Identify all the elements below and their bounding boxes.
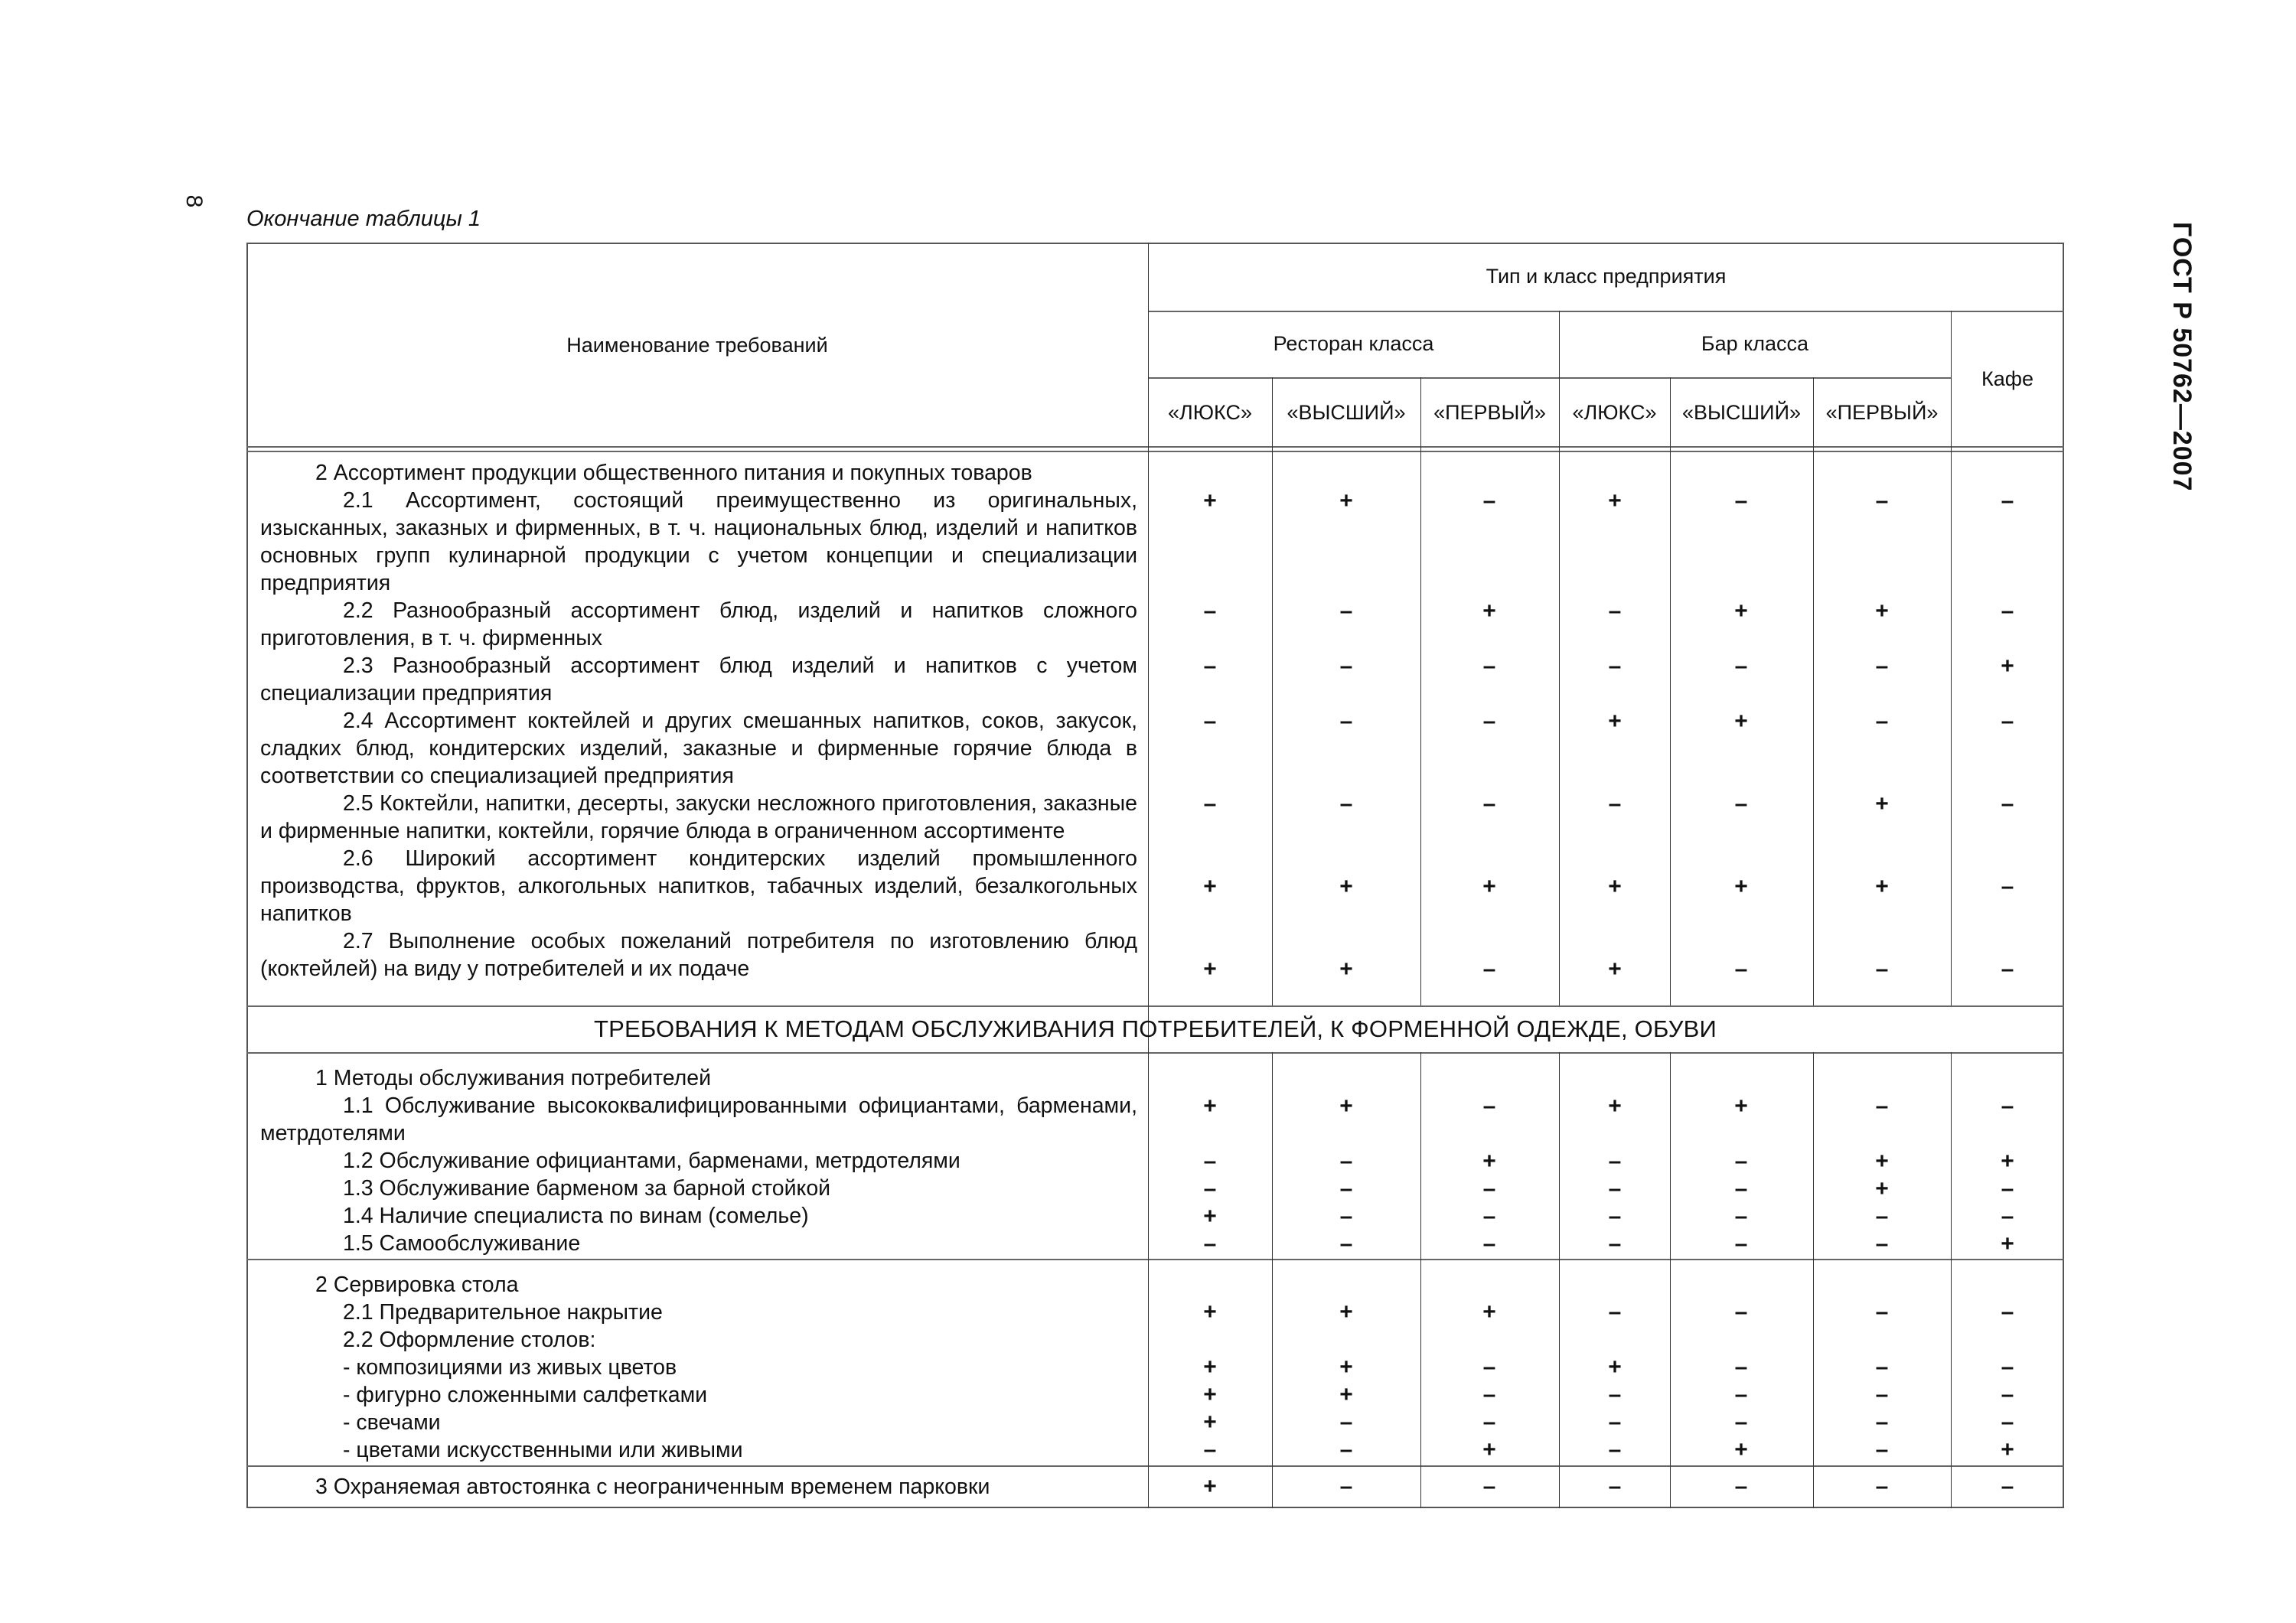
service-mark-5-col-1: – [1203,1231,1217,1256]
assortment-mark-2-col-6: + [1875,598,1889,624]
assortment-row-2-6: 2.6 Широкий ассортимент кондитерских изделий промышленного производства, фруктов, алкогольных напитков, табачных изделий, безалкогольных напитков [260,846,1137,926]
service-methods-section [260,1064,1137,1257]
service-row-1-5: 1.5 Самообслуживание [343,1231,581,1256]
setting-mark-3-col-6: – [1875,1354,1889,1380]
assortment-title: 2 Ассортимент продукции общественного питания и покупных товаров [315,461,1032,485]
assortment-mark-3-col-7: + [2001,653,2014,679]
setting-mark-1-col-5: – [1734,1299,1748,1325]
assortment-mark-5-col-6: + [1875,791,1889,816]
service-mark-2-col-2: – [1339,1149,1353,1174]
setting-mark-4-col-2: + [1339,1382,1353,1407]
setting-mark-3-col-5: – [1734,1354,1748,1380]
table-column-rule [1813,1052,1814,1508]
header-type-class: Тип и класс предприятия [1486,265,1727,288]
setting-mark-1-col-7: – [2001,1299,2014,1325]
table-column-rule [1420,377,1421,1005]
service-mark-2-col-1: – [1203,1149,1217,1174]
service-mark-1-col-3: – [1482,1093,1496,1119]
assortment-mark-7-col-3: – [1482,957,1496,982]
service-mark-2-col-5: – [1734,1149,1748,1174]
assortment-mark-4-col-2: – [1339,709,1353,734]
assortment-mark-4-col-4: + [1608,709,1622,734]
assortment-mark-6-col-2: + [1339,874,1353,899]
setting-row-2-1: 2.1 Предварительное накрытие [343,1300,663,1325]
header-class-restaurant-lux: «ЛЮКС» [1168,400,1252,424]
setting-mark-3-col-3: – [1482,1354,1496,1380]
setting-mark-4-col-7: – [2001,1382,2014,1407]
table-rule [246,451,2064,452]
assortment-mark-2-col-7: – [2001,598,2014,624]
assortment-mark-4-col-3: – [1482,709,1496,734]
table-column-rule [1813,377,1814,1005]
assortment-mark-6-col-1: + [1203,874,1217,899]
service-mark-3-col-2: – [1339,1176,1353,1201]
setting-mark-1-col-2: + [1339,1299,1353,1325]
parking-section [260,1473,1137,1501]
page-number: 8 [181,194,207,208]
setting-row-live-flowers: - композициями из живых цветов [343,1355,677,1380]
assortment-mark-6-col-4: + [1608,874,1622,899]
table-rule [246,1259,2064,1260]
assortment-mark-1-col-2: + [1339,488,1353,513]
service-row-1-4: 1.4 Наличие специалиста по винам (сомелье) [343,1204,809,1228]
setting-mark-4-col-4: – [1608,1382,1622,1407]
service-mark-3-col-4: – [1608,1176,1622,1201]
table-column-rule [1272,377,1273,1005]
setting-mark-6-col-3: + [1482,1437,1496,1462]
setting-row-napkins: - фигурно сложенными салфетками [343,1383,708,1407]
header-class-restaurant-first: «ПЕРВЫЙ» [1433,400,1546,424]
header-class-bar-highest: «ВЫСШИЙ» [1682,400,1801,424]
table-rule [246,1465,2064,1467]
service-mark-3-col-6: + [1875,1176,1889,1201]
service-mark-4-col-2: – [1339,1204,1353,1229]
setting-mark-6-col-4: – [1608,1437,1622,1462]
assortment-mark-6-col-5: + [1734,874,1748,899]
table-column-rule [1272,1052,1273,1508]
service-mark-4-col-3: – [1482,1204,1496,1229]
setting-mark-1-col-4: – [1608,1299,1622,1325]
assortment-mark-1-col-7: – [2001,488,2014,513]
setting-mark-4-col-6: – [1875,1382,1889,1407]
assortment-mark-6-col-6: + [1875,874,1889,899]
setting-mark-5-col-5: – [1734,1410,1748,1435]
assortment-mark-5-col-7: – [2001,791,2014,816]
service-mark-2-col-6: + [1875,1149,1889,1174]
service-mark-3-col-7: – [2001,1176,2014,1201]
assortment-mark-7-col-7: – [2001,957,2014,982]
service-mark-3-col-5: – [1734,1176,1748,1201]
setting-mark-6-col-5: + [1734,1437,1748,1462]
assortment-mark-2-col-4: – [1608,598,1622,624]
assortment-mark-5-col-1: – [1203,791,1217,816]
assortment-mark-4-col-1: – [1203,709,1217,734]
parking-mark-col-5: – [1734,1474,1748,1499]
assortment-mark-4-col-5: + [1734,709,1748,734]
service-mark-1-col-4: + [1608,1093,1622,1119]
service-row-1-1: 1.1 Обслуживание высококвалифицированными официантами, барменами, метрдотелями [260,1093,1137,1146]
parking-mark-col-2: – [1339,1474,1353,1499]
service-mark-1-col-1: + [1203,1093,1217,1119]
service-mark-2-col-7: + [2001,1149,2014,1174]
setting-mark-3-col-4: + [1608,1354,1622,1380]
assortment-mark-1-col-6: – [1875,488,1889,513]
service-mark-4-col-5: – [1734,1204,1748,1229]
header-restaurant: Ресторан класса [1273,332,1434,355]
table-rule [246,1052,2064,1054]
setting-mark-4-col-1: + [1203,1382,1217,1407]
assortment-mark-3-col-6: – [1875,653,1889,679]
parking-row: 3 Охраняемая автостоянка с неограниченным временем парковки [315,1475,990,1499]
assortment-mark-2-col-3: + [1482,598,1496,624]
table-setting-section [260,1271,1137,1464]
standard-id: ГОСТ Р 50762—2007 [2167,222,2197,492]
header-bar: Бар класса [1701,332,1809,355]
table-column-rule [1559,1052,1560,1508]
header-class-bar-first: «ПЕРВЫЙ» [1825,400,1939,424]
assortment-mark-5-col-4: – [1608,791,1622,816]
service-mark-4-col-7: – [2001,1204,2014,1229]
assortment-mark-3-col-4: – [1608,653,1622,679]
service-mark-5-col-6: – [1875,1231,1889,1256]
setting-mark-5-col-1: + [1203,1410,1217,1435]
service-mark-1-col-5: + [1734,1093,1748,1119]
setting-mark-5-col-2: – [1339,1410,1353,1435]
assortment-mark-7-col-5: – [1734,957,1748,982]
table-column-rule [1951,1052,1952,1508]
assortment-row-2-7: 2.7 Выполнение особых пожеланий потребителя по изготовлению блюд (коктейлей) на виду у потребителей и их подаче [260,929,1137,981]
header-class-bar-lux: «ЛЮКС» [1572,400,1657,424]
assortment-mark-3-col-2: – [1339,653,1353,679]
header-requirement-name: Наименование требований [566,333,828,357]
table-setting-title: 2 Сервировка стола [315,1273,519,1297]
setting-mark-5-col-6: – [1875,1410,1889,1435]
assortment-mark-7-col-6: – [1875,957,1889,982]
service-mark-4-col-1: + [1203,1204,1217,1229]
section-heading: ТРЕБОВАНИЯ К МЕТОДАМ ОБСЛУЖИВАНИЯ ПОТРЕБИТЕЛЕЙ, К ФОРМЕННОЙ ОДЕЖДЕ, ОБУВИ [593,1015,1717,1042]
service-row-1-3: 1.3 Обслуживание барменом за барной стойкой [343,1176,831,1201]
assortment-section [260,459,1137,983]
assortment-mark-4-col-6: – [1875,709,1889,734]
setting-mark-1-col-6: – [1875,1299,1889,1325]
service-mark-3-col-3: – [1482,1176,1496,1201]
assortment-mark-3-col-5: – [1734,653,1748,679]
assortment-mark-7-col-1: + [1203,957,1217,982]
service-mark-1-col-6: – [1875,1093,1889,1119]
service-methods-title: 1 Методы обслуживания потребителей [315,1066,712,1090]
setting-mark-1-col-3: + [1482,1299,1496,1325]
parking-mark-col-7: – [2001,1474,2014,1499]
service-mark-2-col-4: – [1608,1149,1622,1174]
header-class-restaurant-highest: «ВЫСШИЙ» [1287,400,1406,424]
table-column-rule [1670,1052,1671,1508]
assortment-mark-3-col-1: – [1203,653,1217,679]
assortment-mark-2-col-5: + [1734,598,1748,624]
assortment-mark-5-col-2: – [1339,791,1353,816]
setting-mark-6-col-2: – [1339,1437,1353,1462]
setting-mark-6-col-1: – [1203,1437,1217,1462]
assortment-mark-5-col-5: – [1734,791,1748,816]
setting-mark-5-col-3: – [1482,1410,1496,1435]
service-mark-5-col-5: – [1734,1231,1748,1256]
service-mark-1-col-2: + [1339,1093,1353,1119]
assortment-row-2-1: 2.1 Ассортимент, состоящий преимущественно из оригинальных, изысканных, заказных и фирменных, в т. ч. национальных блюд, изделий и напитков основных групп кулинарной продукции с учетом концепции и специализации предприятия [260,488,1137,595]
assortment-row-2-3: 2.3 Разнообразный ассортимент блюд изделий и напитков с учетом специализации предприятия [260,653,1137,706]
setting-row-artificial-flowers: - цветами искусственными или живыми [343,1438,743,1462]
assortment-mark-4-col-7: – [2001,709,2014,734]
assortment-mark-3-col-3: – [1482,653,1496,679]
service-mark-2-col-3: + [1482,1149,1496,1174]
table-column-rule [1670,377,1671,1005]
assortment-mark-5-col-3: – [1482,791,1496,816]
setting-mark-6-col-6: – [1875,1437,1889,1462]
setting-mark-5-col-4: – [1608,1410,1622,1435]
header-cafe: Кафе [1981,367,2033,390]
parking-mark-col-4: – [1608,1474,1622,1499]
service-mark-5-col-3: – [1482,1231,1496,1256]
table-column-rule [1420,1052,1421,1508]
service-mark-3-col-1: – [1203,1176,1217,1201]
assortment-mark-2-col-1: – [1203,598,1217,624]
service-mark-5-col-2: – [1339,1231,1353,1256]
assortment-mark-1-col-1: + [1203,488,1217,513]
setting-mark-6-col-7: + [2001,1437,2014,1462]
assortment-row-2-5: 2.5 Коктейли, напитки, десерты, закуски несложного приготовления, заказные и фирменные напитки, коктейли, горячие блюда в ограниченном ассортименте [260,791,1137,843]
service-mark-1-col-7: – [2001,1093,2014,1119]
assortment-mark-1-col-3: – [1482,488,1496,513]
assortment-row-2-2: 2.2 Разнообразный ассортимент блюд, изделий и напитков сложного приготовления, в т. ч. фирменных [260,598,1137,650]
service-mark-5-col-4: – [1608,1231,1622,1256]
parking-mark-col-1: + [1203,1474,1217,1499]
assortment-mark-2-col-2: – [1339,598,1353,624]
assortment-mark-7-col-2: + [1339,957,1353,982]
setting-mark-4-col-3: – [1482,1382,1496,1407]
setting-row-2-2: 2.2 Оформление столов: [343,1328,596,1352]
setting-mark-5-col-7: – [2001,1410,2014,1435]
assortment-row-2-4: 2.4 Ассортимент коктейлей и других смешанных напитков, соков, закусок, сладких блюд, кондитерских изделий, заказные и фирменные горячие блюда в соответствии со специализацией предприятия [260,709,1137,788]
assortment-mark-6-col-3: + [1482,874,1496,899]
setting-mark-3-col-1: + [1203,1354,1217,1380]
assortment-mark-6-col-7: – [2001,874,2014,899]
service-mark-4-col-6: – [1875,1204,1889,1229]
assortment-mark-1-col-5: – [1734,488,1748,513]
table-rule [246,1005,2064,1007]
setting-mark-4-col-5: – [1734,1382,1748,1407]
setting-mark-3-col-7: – [2001,1354,2014,1380]
table-caption: Окончание таблицы 1 [246,207,481,231]
assortment-mark-1-col-4: + [1608,488,1622,513]
assortment-mark-7-col-4: + [1608,957,1622,982]
service-mark-4-col-4: – [1608,1204,1622,1229]
service-row-1-2: 1.2 Обслуживание официантами, барменами, метрдотелями [343,1149,960,1173]
parking-mark-col-3: – [1482,1474,1496,1499]
service-mark-5-col-7: + [2001,1231,2014,1256]
setting-mark-3-col-2: + [1339,1354,1353,1380]
setting-row-candles: - свечами [343,1410,441,1435]
setting-mark-1-col-1: + [1203,1299,1217,1325]
parking-mark-col-6: – [1875,1474,1889,1499]
